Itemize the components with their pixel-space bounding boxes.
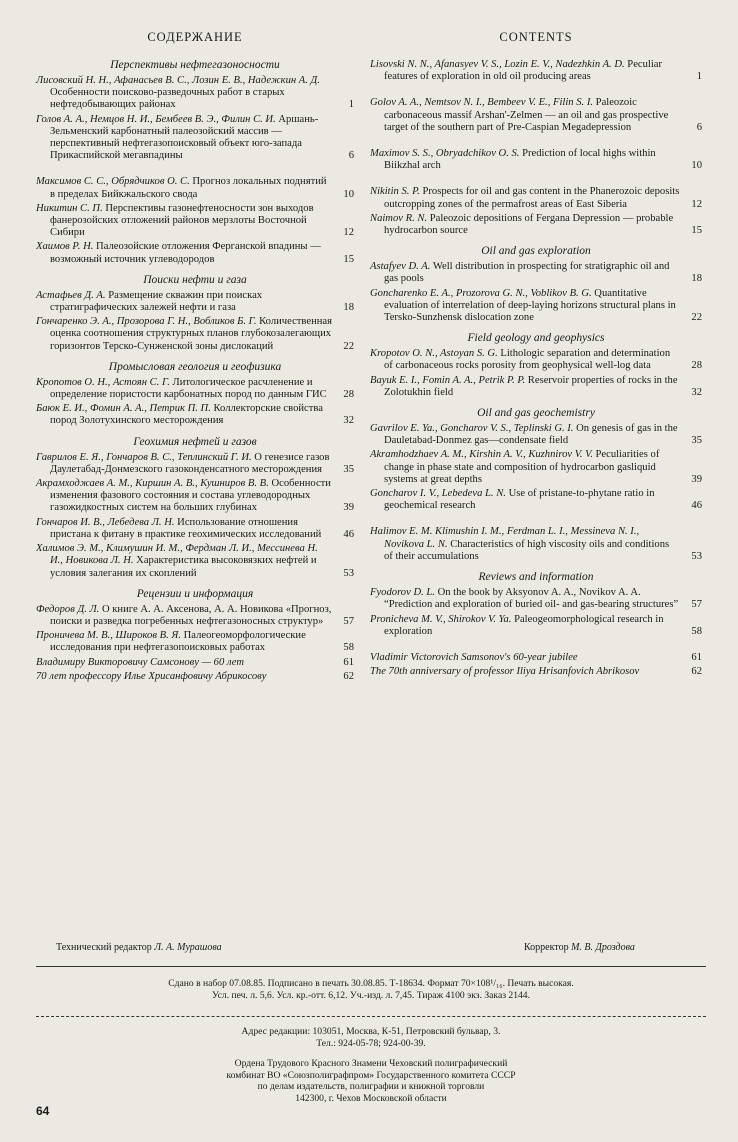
entry-authors: Голов А. А., Немцов Н. И., Бембеев В. Э., Филин С. И. — [36, 113, 276, 125]
toc-entry — [36, 657, 354, 669]
toc-entry — [370, 261, 702, 285]
page-number: 64 — [36, 1104, 50, 1118]
section-heading: Field geology and geophysics — [467, 332, 605, 345]
printer-line-2: комбинат ВО «Союзполиграфпром» Государственного комитета СССР — [226, 1069, 516, 1081]
entry-title: Paleozoic carbonaceous massif Arshan'-Zelmen — an oil and gas prospective target of the southern part of Pre-Caspian Megadepression — [384, 97, 669, 133]
entry-text — [36, 290, 332, 314]
entry-title: Характеристика высоковязких нефтей и условия залегания их скоплений — [50, 555, 317, 579]
entry-page: 28 — [343, 389, 354, 401]
toc-entry — [370, 288, 702, 325]
toc-entry — [36, 114, 354, 163]
entry-authors: Halimov E. M. Klimushin I. M., Ferdman L. I., Messineva N. I., Novikova L. N. — [370, 526, 640, 550]
entry-text — [370, 288, 680, 325]
toc-entry — [36, 543, 354, 580]
entry-title: Аршань-Зельменский карбонатный палеозойский массив — перспективный нефтегазопоисковый объект юго-запада Прикаспийской мегавпадины — [50, 113, 319, 162]
entry-title: Peculiar features of exploration in old oil producing areas — [384, 59, 663, 83]
entry-title: Use of pristane-to-phytane ratio in geochemical research — [384, 488, 655, 512]
toc-entry — [370, 97, 702, 134]
entry-page: 32 — [691, 386, 702, 398]
entry-text — [370, 148, 680, 172]
entry-page: 1 — [348, 99, 354, 111]
toc-entry — [370, 375, 702, 399]
entry-authors: Лисовский Н. Н., Афанасьев В. С., Лозин Е. В., Надежкин А. Д. — [36, 75, 320, 86]
entry-page: 35 — [343, 463, 354, 475]
entry-authors: Astafyev D. A. — [370, 261, 431, 273]
entry-page: 46 — [691, 500, 702, 512]
entry-text — [370, 348, 680, 372]
toc-entry — [36, 517, 354, 541]
contents-title-en: CONTENTS — [499, 30, 573, 44]
entry-title: Особенности изменения фазового состояния и состава углеводородных газожидкостных систем на больших глубинах — [50, 478, 331, 514]
entry-page: 39 — [691, 473, 702, 485]
editorial-address — [36, 1026, 706, 1049]
imprint — [36, 978, 706, 1002]
toc-entry — [36, 478, 354, 515]
entry-text — [370, 666, 680, 678]
entry-page: 1 — [696, 71, 702, 83]
sections-ru — [36, 59, 354, 683]
entry-page: 57 — [343, 615, 354, 627]
entry-title: Палеогеоморфологические исследования при нефтегазопоисковых работах — [50, 630, 306, 654]
entry-title: Characteristics of high viscosity oils and conditions of their accumulations — [384, 538, 670, 562]
entry-authors: Akramhodzhaev A. M., Kirshin A. V., Kuzhnirov V. V. — [370, 449, 593, 461]
toc-entry — [370, 652, 702, 664]
toc-entry — [36, 452, 354, 476]
address-line-1: Адрес редакции: 103051, Москва, К-51, Петровский бульвар, 3. — [241, 1026, 501, 1037]
entry-authors: Акрамходжаев А. М., Киршин А. В., Кушниров В. В. — [36, 478, 269, 490]
entry-text — [36, 452, 332, 476]
entry-page: 53 — [691, 550, 702, 562]
entry-title: Lithologic separation and determination of carbonaceous rocks porosity from geophysical well-log data — [384, 348, 671, 372]
sections-en — [370, 59, 702, 678]
entry-page: 18 — [343, 302, 354, 314]
entry-page: 61 — [691, 651, 702, 663]
entry-text — [370, 375, 680, 399]
entry-authors: 70 лет профессору Илье Хрисанфовичу Абрикосову — [36, 670, 267, 682]
entry-authors: Максимов С. С., Обрядчиков О. С. — [36, 176, 190, 188]
entry-page: 28 — [691, 360, 702, 372]
entry-page: 6 — [348, 150, 354, 162]
entry-title: Палеозойские отложения Ферганской впадины — возможный источник углеводородов — [50, 241, 321, 265]
contents-russian — [36, 24, 354, 685]
entry-title: Литологическое расчленение и определение пористости карбонатных пород по данным ГИС — [50, 376, 327, 401]
entry-title: Prospects for oil and gas content in the Phanerozoic deposits outcropping zones of the permafrost areas of East Siberia — [384, 186, 680, 210]
entry-authors: The 70th anniversary of professor Iliya Hrisanfovich Abrikosov — [370, 666, 640, 678]
section-heading: Oil and gas exploration — [481, 245, 591, 258]
entry-text — [370, 614, 680, 638]
entry-text — [370, 213, 680, 237]
entry-title: Reservoir properties of rocks in the Zolotukhin field — [384, 374, 678, 398]
entry-text — [36, 478, 332, 515]
proofreader-name: М. В. Дроздова — [571, 942, 635, 953]
entry-page: 39 — [343, 502, 354, 514]
entry-title: On the book by Aksyonov A. A., Novikov A. A. “Prediction and exploration of buried oil- and gas-bearing structures” — [384, 587, 679, 611]
entry-authors: Naimov R. N. — [370, 212, 428, 224]
entry-text — [370, 186, 680, 210]
entry-text — [370, 526, 680, 563]
toc-entry — [36, 671, 354, 683]
entry-page: 35 — [691, 435, 702, 447]
entry-text — [36, 630, 332, 654]
entry-authors: Халимов Э. М., Климушин И. М., Фердман Л. И., Мессинева Н. И., Новикова Л. Н. — [36, 543, 318, 567]
toc-entry — [370, 449, 702, 486]
entry-page: 53 — [343, 567, 354, 579]
entry-page: 62 — [691, 666, 702, 678]
entry-authors: Проничева М. В., Широков В. Я. — [36, 630, 181, 642]
entry-page: 15 — [691, 225, 702, 237]
entry-authors: Никитин С. П. — [36, 202, 103, 214]
entry-page: 15 — [343, 253, 354, 265]
entry-text — [36, 241, 332, 265]
toc-entry — [36, 176, 354, 200]
toc-entry — [36, 316, 354, 353]
entry-authors: Lisovski N. N., Afanasyev V. S., Lozin E. V., Nadezhkin A. D. — [370, 59, 625, 70]
entry-text — [370, 587, 680, 611]
entry-text — [36, 203, 332, 240]
entry-authors: Pronicheva M. V., Shirokov V. Ya. — [370, 613, 512, 625]
entry-text — [370, 449, 680, 486]
toc-entry — [36, 604, 354, 628]
entry-authors: Владимиру Викторовичу Самсонову — 60 лет — [36, 656, 245, 668]
entry-title: Peculiarities of change in phase state and composition of hydrocarbon gasliquid systems at great depths — [384, 449, 660, 485]
section-heading: Oil and gas geochemistry — [477, 407, 595, 420]
imprint-line-1: Сдано в набор 07.08.85. Подписано в печать 30.08.85. Т-18634. Формат 70×108¹/₁₆. Печать высокая. — [168, 978, 574, 989]
entry-text — [36, 517, 332, 541]
entry-page: 32 — [343, 415, 354, 427]
toc-entry — [36, 75, 354, 112]
entry-page: 10 — [343, 188, 354, 200]
entry-authors: Кропотов О. Н., Астоян С. Г. — [36, 376, 170, 388]
toc-entry — [370, 148, 702, 172]
divider-bottom — [36, 1016, 706, 1017]
entry-page: 18 — [691, 273, 702, 285]
entry-text — [36, 114, 332, 163]
entry-page: 6 — [696, 121, 702, 133]
entry-authors: Gavrilov E. Ya., Goncharov V. S., Teplinski G. I. — [370, 423, 574, 435]
entry-authors: Гончаренко Э. А., Прозорова Г. Н., Вобликов Б. Г. — [36, 316, 257, 328]
entry-text — [36, 543, 332, 580]
entry-title: Перспективы газонефтеносности зон выходов фанерозойских отложений районов мерзлоты Восточной Сибири — [50, 202, 314, 239]
toc-entry — [370, 423, 702, 447]
entry-text — [36, 671, 332, 683]
entry-page: 22 — [343, 340, 354, 352]
entry-title: Прогноз локальных поднятий в пределах Бийкжальского свода — [50, 176, 327, 200]
toc-entry — [370, 666, 702, 678]
entry-title: Prediction of local highs within Biikzhal arch — [384, 148, 656, 172]
entry-authors: Астафьев Д. А. — [36, 289, 106, 301]
entry-text — [36, 75, 332, 112]
tech-editor — [56, 942, 222, 953]
entry-page: 10 — [691, 160, 702, 172]
entry-title: Особенности поисково-разведочных работ в старых нефтедобывающих районах — [50, 87, 285, 111]
toc-entry — [36, 377, 354, 401]
entry-text — [370, 652, 680, 664]
toc-entry — [36, 290, 354, 314]
toc-entry — [370, 488, 702, 512]
entry-title: О книге А. А. Аксенова, А. А. Новикова «Прогноз, поиски и разведка погребенных нефтегазоносных структур» — [50, 603, 332, 627]
entry-page: 57 — [691, 599, 702, 611]
toc-entry — [370, 614, 702, 638]
imprint-line-2: Усл. печ. л. 5,6. Усл. кр.-отт. 6,12. Уч.-изд. л. 7,45. Тираж 4100 экз. Заказ 2144. — [212, 990, 530, 1001]
toc-entry — [36, 403, 354, 427]
divider-top — [36, 966, 706, 967]
entry-title: Quantitative evaluation of interrelation of deep-laying horizons structural plans in Tersko-Sunzhensk dislocation zone — [384, 287, 676, 324]
entry-authors: Vladimir Victorovich Samsonov's 60-year jubilee — [370, 651, 578, 663]
toc-entry — [36, 630, 354, 654]
entry-authors: Fyodorov D. L. — [370, 587, 435, 599]
section-heading: Reviews and information — [478, 571, 594, 584]
entry-title: On genesis of gas in the Dauletabad-Donmez gas—condensate field — [384, 423, 678, 447]
printer-line-1: Ордена Трудового Красного Знамени Чеховский полиграфический — [234, 1058, 508, 1069]
entry-text — [370, 59, 680, 83]
entry-page: 46 — [343, 528, 354, 540]
entry-authors: Golov A. A., Nemtsov N. I., Bembeev V. E., Filin S. I. — [370, 97, 594, 109]
entry-page: 22 — [691, 312, 702, 324]
entry-authors: Баюк Е. И., Фомин А. А., Петрик П. П. — [36, 403, 211, 415]
tech-editor-label: Технический редактор — [56, 942, 152, 953]
entry-authors: Bayuk E. I., Fomin A. A., Petrik P. P. — [370, 374, 526, 386]
entry-authors: Maximov S. S., Obryadchikov O. S. — [370, 148, 520, 160]
entry-text — [370, 97, 680, 134]
printer-line-3: по делам издательств, полиграфии и книжной торговли — [257, 1081, 485, 1092]
toc-entry — [36, 241, 354, 265]
entry-text — [370, 261, 680, 285]
entry-title: О генезисе газов Даулетабад-Донмезского газоконденсатного месторождения — [50, 451, 330, 475]
toc-entry — [370, 186, 702, 210]
entry-page: 12 — [691, 198, 702, 210]
entry-authors: Хаимов Р. Н. — [36, 241, 94, 253]
entry-text — [36, 176, 332, 200]
entry-text — [370, 423, 680, 447]
entry-text — [370, 488, 680, 512]
entry-text — [36, 657, 332, 669]
tech-editor-name: Л. А. Мурашова — [154, 942, 222, 953]
proofreader-label: Корректор — [524, 942, 569, 953]
section-heading: Геохимия нефтей и газов — [133, 435, 257, 448]
entry-text — [36, 316, 332, 353]
printer-line-4: 142300, г. Чехов Московской области — [295, 1092, 447, 1104]
entry-title: Paleogeomorphological research in exploration — [384, 613, 664, 637]
entry-page: 58 — [691, 625, 702, 637]
toc-entry — [370, 348, 702, 372]
section-heading: Промысловая геология и геофизика — [108, 360, 282, 373]
entry-title: Paleozoic depositions of Fergana Depression — probable hydrocarbon source — [384, 212, 674, 237]
proofreader — [524, 942, 635, 953]
entry-title: Количественная оценка соотношения структурных планов глубокозалегающих горизонтов Терско-Сунженской зоны дислокаций — [50, 316, 332, 352]
toc-entry — [36, 203, 354, 240]
entry-text — [36, 604, 332, 628]
entry-authors: Гаврилов Е. Я., Гончаров В. С., Теплинский Г. И. — [36, 451, 252, 463]
entry-authors: Nikitin S. P. — [370, 186, 420, 198]
toc-entry — [370, 213, 702, 237]
entry-page: 58 — [343, 642, 354, 654]
section-heading: Перспективы нефтегазоносности — [110, 59, 280, 71]
address-line-2: Тел.: 924-05-78; 924-00-39. — [316, 1037, 426, 1049]
toc-entry — [370, 526, 702, 563]
contents-title-ru: СОДЕРЖАНИЕ — [147, 30, 243, 44]
entry-page: 62 — [343, 670, 354, 682]
entry-title: Использование отношения пристана к фитану в практике геохимических исследований — [50, 516, 322, 540]
entry-title: Well distribution in prospecting for stratigraphic oil and gas pools — [384, 261, 670, 285]
toc-entry — [370, 587, 702, 611]
toc-entry — [370, 59, 702, 83]
entry-authors: Федоров Д. Л. — [36, 603, 100, 615]
section-heading: Поиски нефти и газа — [143, 273, 247, 286]
entry-authors: Kropotov O. N., Astoyan S. G. — [370, 348, 498, 360]
entry-title: Коллекторские свойства пород Золотухинского месторождения — [50, 403, 323, 427]
printer-info — [36, 1058, 706, 1104]
entry-title: Размещение скважин при поисках стратиграфических залежей нефти и газа — [50, 289, 263, 314]
entry-page: 12 — [343, 227, 354, 239]
entry-text — [36, 377, 332, 401]
entry-authors: Goncharenko E. A., Prozorova G. N., Voblikov B. G. — [370, 287, 592, 299]
entry-authors: Goncharov I. V., Lebedeva L. N. — [370, 488, 506, 500]
contents-english — [370, 24, 702, 680]
section-heading: Рецензии и информация — [136, 587, 254, 600]
entry-page: 61 — [343, 656, 354, 668]
entry-authors: Гончаров И. В., Лебедева Л. Н. — [36, 516, 175, 528]
entry-text — [36, 403, 332, 427]
